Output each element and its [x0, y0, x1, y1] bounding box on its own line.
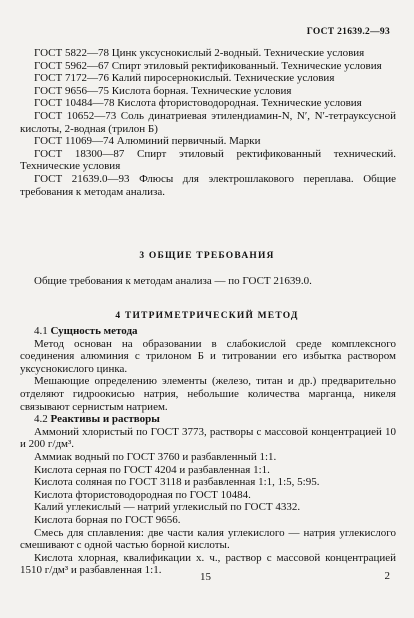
subsection-number: 4.2: [34, 413, 48, 426]
sheet-number: 2: [384, 570, 390, 582]
reference-item: ГОСТ 10652—73 Соль динатриевая этилендиамин-N, N′, N′-тетрауксусной кислоты, 2-водная (трилон Б): [20, 109, 396, 135]
paragraph: Кислота фтористоводородная по ГОСТ 10484.: [34, 488, 251, 501]
page-number: 15: [200, 571, 211, 583]
paragraph: Смесь для сплавления: две части калия углекислого — натрия углекислого смешивают с одной частью борной кислоты.: [20, 526, 396, 552]
paragraph: Кислота хлорная, квалификации х. ч., раствор с массовой концентрацией 1510 г/дм³ и разбавленная 1:1.: [20, 551, 396, 577]
paragraph: Кислота соляная по ГОСТ 3118 и разбавленная 1:1, 1:5, 5:95.: [34, 476, 320, 489]
paragraph: Аммиак водный по ГОСТ 3760 и разбавленный 1:1.: [34, 450, 277, 463]
reference-list: [20, 47, 396, 198]
subsection-title: Реактивы и растворы: [50, 413, 160, 426]
reference-item: ГОСТ 21639.0—93 Флюсы для электрошлакового переплава. Общие требования к методам анализа.: [20, 172, 396, 198]
section-3-title: 3 ОБЩИЕ ТРЕБОВАНИЯ: [139, 251, 275, 261]
reference-item: ГОСТ 5962—67 Спирт этиловый ректификованный. Технические условия: [34, 59, 382, 72]
subsection-title: Сущность метода: [50, 325, 138, 337]
section-3-text: Общие требования к методам анализа — по ГОСТ 21639.0.: [34, 275, 312, 287]
reference-item: ГОСТ 10484—78 Кислота фтористоводородная. Технические условия: [34, 97, 362, 110]
paragraph: Метод основан на образовании в слабокислой среде комплексного соединения алюминия с трилоном Б и титровании его избытка раствором уксуснокислого цинка.: [20, 337, 396, 375]
paragraph: Кислота борная по ГОСТ 9656.: [34, 513, 181, 526]
reference-item: ГОСТ 11069—74 Алюминий первичный. Марки: [34, 135, 261, 148]
subsection-4-1-heading: [20, 325, 396, 338]
reference-item: ГОСТ 9656—75 Кислота борная. Технические условия: [34, 84, 292, 97]
document-code-header: ГОСТ 21639.2—93: [306, 27, 390, 37]
paragraph: Мешающие определению элементы (железо, титан и др.) предварительно отделяют гидроокисью натрия, небольшие количества марганца, никеля связывают сернистым натрием.: [20, 375, 396, 413]
reference-item: ГОСТ 18300—87 Спирт этиловый ректификованный технический. Технические условия: [20, 147, 396, 173]
reference-item: ГОСТ 7172—76 Калий пиросернокислый. Технические условия: [34, 72, 335, 85]
subsection-4-2-heading: [20, 413, 396, 426]
subsection-number: 4.1: [34, 325, 48, 337]
paragraph: Кислота серная по ГОСТ 4204 и разбавленная 1:1.: [34, 463, 270, 476]
reference-item: ГОСТ 5822—78 Цинк уксуснокислый 2-водный. Технические условия: [34, 47, 365, 59]
paragraph: Калий углекислый — натрий углекислый по ГОСТ 4332.: [34, 501, 301, 514]
section-4-title: 4 ТИТРИМЕТРИЧЕСКИЙ МЕТОД: [115, 311, 299, 321]
section-4-body: [20, 325, 396, 577]
paragraph: Аммоний хлористый по ГОСТ 3773, растворы с массовой концентрацией 10 и 200 г/дм³.: [20, 425, 396, 451]
